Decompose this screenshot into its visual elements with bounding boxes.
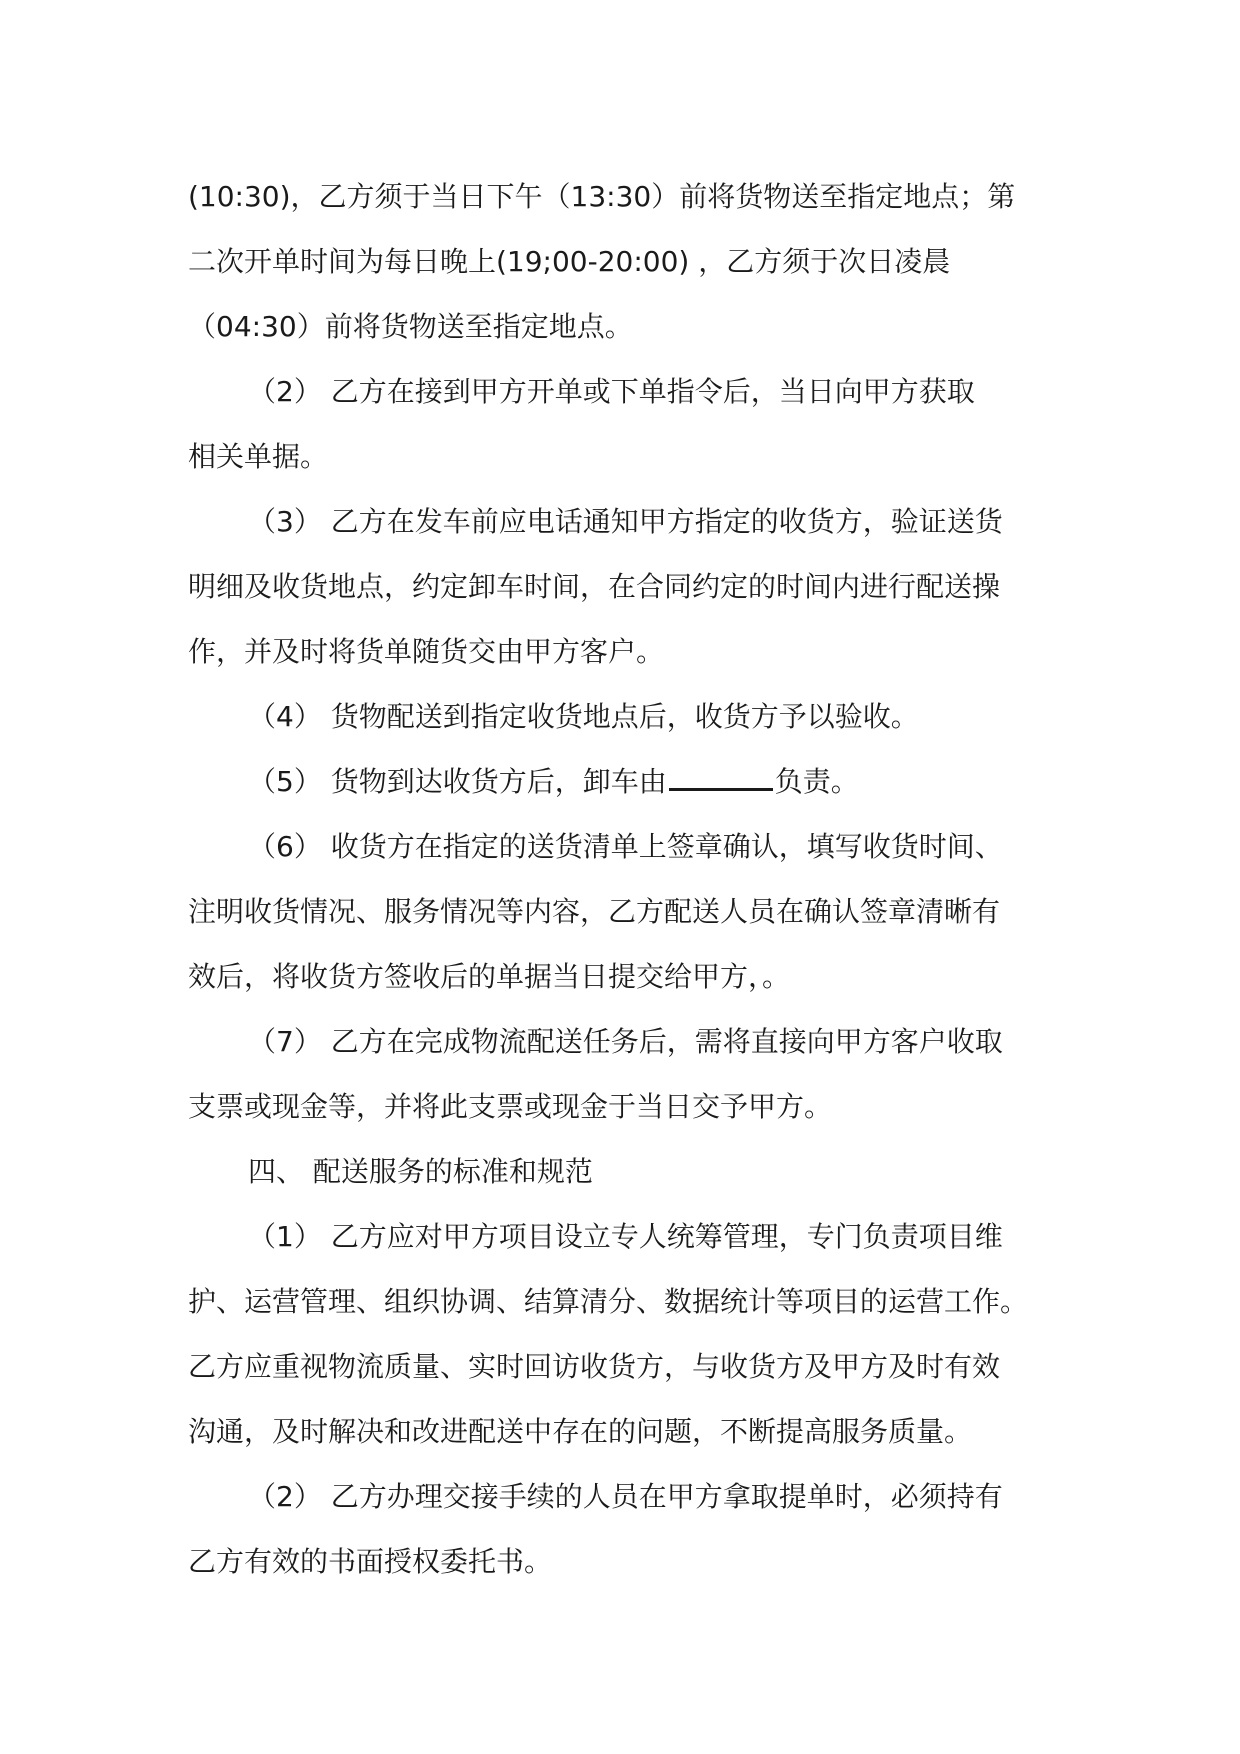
clause-5-line [188,749,1068,814]
fill-in-blank [669,766,773,791]
section-heading: 四、 配送服务的标准和规范 [248,1155,593,1188]
clause-5-text-before: （5） 货物到达收货方后，卸车由 [248,765,667,798]
clause-7-line: （7） 乙方在完成物流配送任务后，需将直接向甲方客户收取 [248,1025,1003,1058]
text-line: 注明收货情况、服务情况等内容，乙方配送人员在确认签章清晰有 [188,895,1001,928]
clause-2-line: （2） 乙方在接到甲方开单或下单指令后，当日向甲方获取 [248,375,975,408]
section-clause-1-line: （1） 乙方应对甲方项目设立专人统筹管理，专门负责项目维 [248,1220,1003,1253]
text-line: 护、运营管理、组织协调、结算清分、数据统计等项目的运营工作。 [188,1285,1029,1318]
clause-3-line: （3） 乙方在发车前应电话通知甲方指定的收货方，验证送货 [248,505,1003,538]
section-clause-2-line: （2） 乙方办理交接手续的人员在甲方拿取提单时，必须持有 [248,1480,1003,1513]
document-body [188,164,1068,1594]
text-line: 效后，将收货方签收后的单据当日提交给甲方，。 [188,960,791,993]
text-line: 明细及收货地点，约定卸车时间，在合同约定的时间内进行配送操 [188,570,1001,603]
text-line: 作，并及时将货单随货交由甲方客户。 [188,635,665,668]
clause-4-line: （4） 货物配送到指定收货地点后，收货方予以验收。 [248,700,919,733]
text-line: 乙方应重视物流质量、实时回访收货方，与收货方及甲方及时有效 [188,1350,1001,1383]
text-line: (10:30)，乙方须于当日下午（13:30）前将货物送至指定地点；第 [188,180,1016,213]
text-line: 支票或现金等，并将此支票或现金于当日交予甲方。 [188,1090,833,1123]
text-line: 乙方有效的书面授权委托书。 [188,1545,553,1578]
text-line: 相关单据。 [188,440,329,473]
text-line: 二次开单时间为每日晚上(19;00-20:00) ，乙方须于次日凌晨 [188,245,951,278]
clause-6-line: （6） 收货方在指定的送货清单上签章确认，填写收货时间、 [248,830,1003,863]
text-line: 沟通，及时解决和改进配送中存在的问题，不断提高服务质量。 [188,1415,973,1448]
clause-5-text-after: 负责。 [774,765,859,798]
text-line: （04:30）前将货物送至指定地点。 [188,310,633,343]
